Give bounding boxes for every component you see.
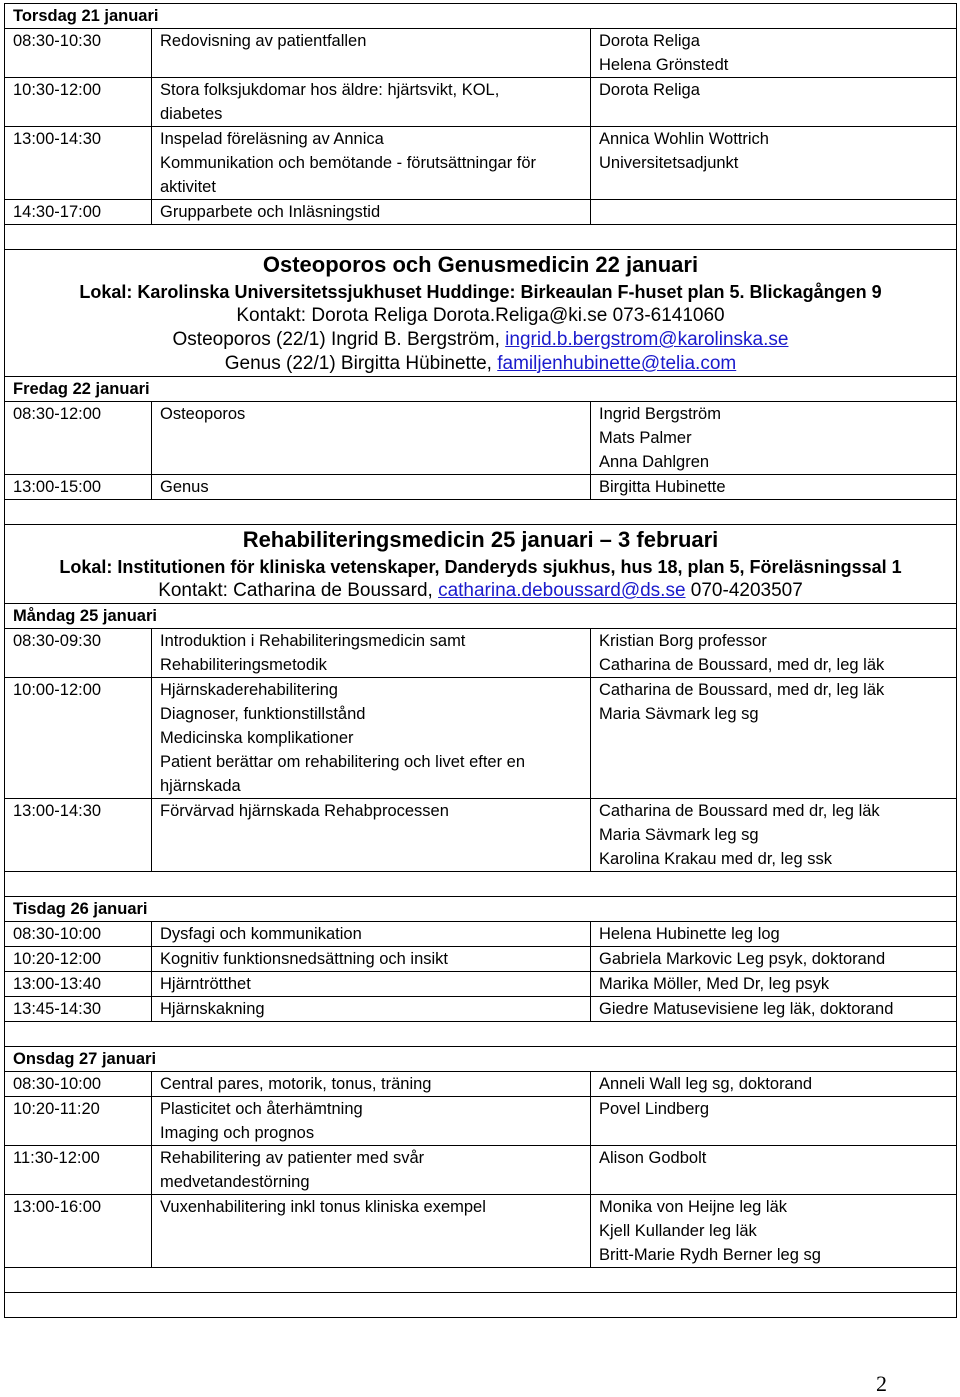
spacer-cell — [5, 225, 957, 250]
schedule-row — [5, 799, 957, 872]
session-lecturers — [591, 127, 957, 200]
section-header-row — [5, 250, 957, 377]
session-time: 08:30-10:00 — [5, 922, 152, 947]
osteoporos-contact: Osteoporos (22/1) Ingrid B. Bergström, — [172, 329, 506, 350]
topic-line: Kommunikation och bemötande - förutsättningar för — [160, 154, 537, 172]
session-lecturers — [591, 1146, 957, 1195]
session-topic — [152, 200, 591, 225]
session-topic — [152, 1146, 591, 1195]
lecturer-line: Britt-Marie Rydh Berner leg sg — [599, 1246, 821, 1264]
schedule-table — [4, 3, 957, 1318]
day-header-row — [5, 4, 957, 29]
session-topic — [152, 922, 591, 947]
day-heading: Fredag 22 januari — [5, 377, 957, 402]
topic-line: Vuxenhabilitering inkl tonus kliniska exempel — [160, 1198, 486, 1216]
osteoporos-email-link[interactable]: ingrid.b.bergstrom@karolinska.se — [505, 329, 789, 350]
section-location: Lokal: Institutionen för kliniska vetenskaper, Danderyds sjukhus, hus 18, plan 5, Föreläsningssal 1 — [59, 557, 902, 577]
spacer-cell — [5, 1022, 957, 1047]
session-lecturers — [591, 29, 957, 78]
lecturer-line: Anna Dahlgren — [599, 453, 710, 471]
lecturer-line: Catharina de Boussard, med dr, leg läk — [599, 681, 885, 699]
session-time: 08:30-10:30 — [5, 29, 152, 78]
spacer-cell — [5, 1268, 957, 1293]
session-topic — [152, 29, 591, 78]
day-heading: Torsdag 21 januari — [5, 4, 957, 29]
genus-contact-line — [13, 352, 948, 376]
session-topic — [152, 1072, 591, 1097]
session-time: 13:00-13:40 — [5, 972, 152, 997]
topic-line: medvetandestörning — [160, 1173, 310, 1191]
lecturer-line: Povel Lindberg — [599, 1100, 710, 1118]
session-topic — [152, 1195, 591, 1268]
contact-phone: 070-4203507 — [685, 580, 803, 601]
schedule-row — [5, 922, 957, 947]
topic-line: Dysfagi och kommunikation — [160, 925, 362, 943]
lecturer-line: Monika von Heijne leg läk — [599, 1198, 788, 1216]
schedule-row — [5, 475, 957, 500]
lecturer-line: Marika Möller, Med Dr, leg psyk — [599, 975, 830, 993]
day-heading: Måndag 25 januari — [5, 604, 957, 629]
topic-line: Hjärnskaderehabilitering — [160, 681, 338, 699]
schedule-row — [5, 678, 957, 799]
topic-line: diabetes — [160, 105, 223, 123]
session-time: 14:30-17:00 — [5, 200, 152, 225]
section-header — [5, 525, 957, 604]
section-title: Osteoporos och Genusmedicin 22 januari — [262, 252, 699, 277]
lecturer-line: Maria Sävmark leg sg — [599, 705, 759, 723]
genus-email-link[interactable]: familjenhubinette@telia.com — [497, 353, 737, 374]
session-topic — [152, 629, 591, 678]
session-topic — [152, 475, 591, 500]
lecturer-line: Gabriela Markovic Leg psyk, doktorand — [599, 950, 886, 968]
spacer-row — [5, 1293, 957, 1318]
schedule-row — [5, 1195, 957, 1268]
section-header-row — [5, 525, 957, 604]
topic-line: Kognitiv funktionsnedsättning och insikt — [160, 950, 449, 968]
session-time: 13:00-16:00 — [5, 1195, 152, 1268]
spacer-row — [5, 1268, 957, 1293]
day-header-row — [5, 897, 957, 922]
schedule-row — [5, 402, 957, 475]
lecturer-line: Dorota Religa — [599, 32, 700, 50]
topic-line: hjärnskada — [160, 777, 241, 795]
lecturer-line: Catharina de Boussard med dr, leg läk — [599, 802, 880, 820]
session-topic — [152, 1097, 591, 1146]
lecturer-line: Maria Sävmark leg sg — [599, 826, 759, 844]
lecturer-line: Annica Wohlin Wottrich — [599, 130, 769, 148]
lecturer-line: Dorota Religa — [599, 81, 700, 99]
section-contact-line — [13, 579, 948, 603]
session-time: 10:30-12:00 — [5, 78, 152, 127]
session-topic — [152, 947, 591, 972]
schedule-row — [5, 127, 957, 200]
session-time: 08:30-09:30 — [5, 629, 152, 678]
session-lecturers — [591, 200, 957, 225]
contact-email-link[interactable]: catharina.deboussard@ds.se — [438, 580, 686, 601]
genus-contact: Genus (22/1) Birgitta Hübinette, — [224, 353, 498, 374]
schedule-row — [5, 1146, 957, 1195]
topic-line: Hjärntrötthet — [160, 975, 251, 993]
session-topic — [152, 997, 591, 1022]
session-time: 10:00-12:00 — [5, 678, 152, 799]
schedule-row — [5, 29, 957, 78]
schedule-row — [5, 200, 957, 225]
session-lecturers — [591, 402, 957, 475]
session-time: 13:00-14:30 — [5, 127, 152, 200]
topic-line: Inspelad föreläsning av Annica — [160, 130, 384, 148]
section-contact: Kontakt: Catharina de Boussard, — [158, 580, 439, 601]
lecturer-line: Kjell Kullander leg läk — [599, 1222, 757, 1240]
lecturer-line: Catharina de Boussard, med dr, leg läk — [599, 656, 885, 674]
lecturer-line: Helena Hubinette leg log — [599, 925, 780, 943]
session-topic — [152, 78, 591, 127]
topic-line: Patient berättar om rehabilitering och livet efter en — [160, 753, 526, 771]
schedule-row — [5, 947, 957, 972]
schedule-row — [5, 972, 957, 997]
lecturer-line: Karolina Krakau med dr, leg ssk — [599, 850, 832, 868]
schedule-row — [5, 1072, 957, 1097]
topic-line: aktivitet — [160, 178, 216, 196]
session-lecturers — [591, 1195, 957, 1268]
schedule-row — [5, 1097, 957, 1146]
session-lecturers — [591, 678, 957, 799]
topic-line: Central pares, motorik, tonus, träning — [160, 1075, 432, 1093]
lecturer-line: Mats Palmer — [599, 429, 692, 447]
session-topic — [152, 127, 591, 200]
session-lecturers — [591, 78, 957, 127]
day-header-row — [5, 604, 957, 629]
schedule-body — [5, 4, 957, 1318]
spacer-cell — [5, 1293, 957, 1318]
session-lecturers — [591, 799, 957, 872]
section-contact: Kontakt: Dorota Religa Dorota.Religa@ki.se 073-6141060 — [236, 305, 725, 326]
session-lecturers — [591, 475, 957, 500]
session-topic — [152, 799, 591, 872]
spacer-row — [5, 872, 957, 897]
session-lecturers — [591, 629, 957, 678]
session-time: 08:30-12:00 — [5, 402, 152, 475]
lecturer-line: Giedre Matusevisiene leg läk, doktorand — [599, 1000, 894, 1018]
session-time: 10:20-12:00 — [5, 947, 152, 972]
osteoporos-contact-line — [13, 328, 948, 352]
schedule-row — [5, 629, 957, 678]
topic-line: Genus — [160, 478, 209, 496]
topic-line: Medicinska komplikationer — [160, 729, 354, 747]
spacer-cell — [5, 872, 957, 897]
day-header-row — [5, 1047, 957, 1072]
spacer-row — [5, 225, 957, 250]
schedule-row — [5, 78, 957, 127]
topic-line: Imaging och prognos — [160, 1124, 315, 1142]
lecturer-line: Kristian Borg professor — [599, 632, 767, 650]
session-lecturers — [591, 1072, 957, 1097]
topic-line: Plasticitet och återhämtning — [160, 1100, 363, 1118]
page-number: 2 — [876, 1371, 887, 1396]
schedule-row — [5, 997, 957, 1022]
spacer-row — [5, 500, 957, 525]
topic-line: Osteoporos — [160, 405, 246, 423]
lecturer-line: Birgitta Hubinette — [599, 478, 726, 496]
session-lecturers — [591, 1097, 957, 1146]
session-time: 13:00-15:00 — [5, 475, 152, 500]
day-heading: Tisdag 26 januari — [5, 897, 957, 922]
session-topic — [152, 402, 591, 475]
topic-line: Grupparbete och Inläsningstid — [160, 203, 381, 221]
session-lecturers — [591, 922, 957, 947]
session-topic — [152, 972, 591, 997]
lecturer-line: Ingrid Bergström — [599, 405, 721, 423]
section-title: Rehabiliteringsmedicin 25 januari – 3 februari — [242, 527, 719, 552]
topic-line: Introduktion i Rehabiliteringsmedicin samt — [160, 632, 466, 650]
session-lecturers — [591, 947, 957, 972]
session-time: 10:20-11:20 — [5, 1097, 152, 1146]
session-time: 11:30-12:00 — [5, 1146, 152, 1195]
session-lecturers — [591, 972, 957, 997]
session-time: 08:30-10:00 — [5, 1072, 152, 1097]
day-heading: Onsdag 27 januari — [5, 1047, 957, 1072]
topic-line: Förvärvad hjärnskada Rehabprocessen — [160, 802, 449, 820]
session-time: 13:00-14:30 — [5, 799, 152, 872]
lecturer-line: Anneli Wall leg sg, doktorand — [599, 1075, 813, 1093]
lecturer-line: Alison Godbolt — [599, 1149, 707, 1167]
topic-line: Stora folksjukdomar hos äldre: hjärtsvikt, KOL, — [160, 81, 500, 99]
section-header — [5, 250, 957, 377]
lecturer-line: Universitetsadjunkt — [599, 154, 739, 172]
topic-line: Diagnoser, funktionstillstånd — [160, 705, 366, 723]
spacer-row — [5, 1022, 957, 1047]
topic-line: Rehabiliteringsmetodik — [160, 656, 327, 674]
day-header-row — [5, 377, 957, 402]
session-topic — [152, 678, 591, 799]
session-time: 13:45-14:30 — [5, 997, 152, 1022]
spacer-cell — [5, 500, 957, 525]
session-lecturers — [591, 997, 957, 1022]
section-location: Lokal: Karolinska Universitetssjukhuset Huddinge: Birkeaulan F-huset plan 5. Blickagången 9 — [79, 282, 882, 302]
topic-line: Rehabilitering av patienter med svår — [160, 1149, 425, 1167]
topic-line: Redovisning av patientfallen — [160, 32, 367, 50]
lecturer-line: Helena Grönstedt — [599, 56, 729, 74]
topic-line: Hjärnskakning — [160, 1000, 265, 1018]
